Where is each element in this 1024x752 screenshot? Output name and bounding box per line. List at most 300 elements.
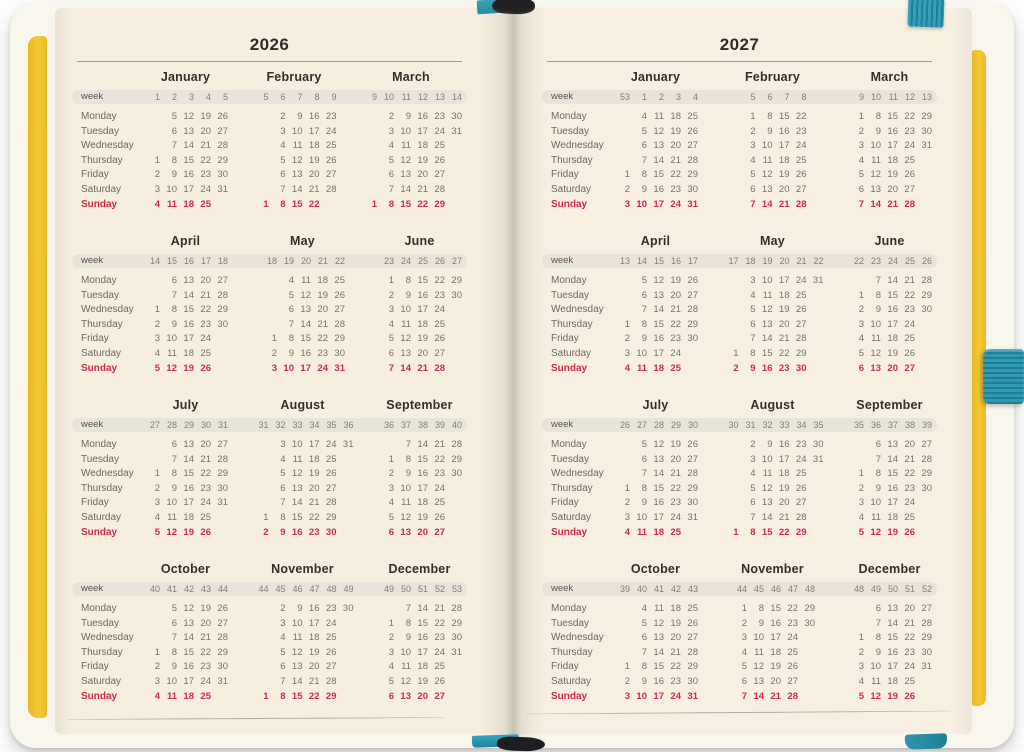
month-block	[377, 232, 462, 376]
date-cell: 28	[687, 304, 698, 316]
date-cell: 2	[858, 482, 864, 494]
date-cell: 21	[904, 275, 915, 286]
date-cell: 16	[653, 675, 664, 687]
month-grid	[722, 254, 824, 376]
date-cell: 5	[641, 125, 647, 137]
quarter	[547, 232, 932, 376]
date-cell: 8	[875, 289, 881, 301]
date-cell	[143, 139, 160, 154]
day-label: Thursday	[81, 318, 123, 330]
date-cell: 17	[778, 140, 790, 152]
day-row	[613, 139, 698, 154]
month-title: March	[870, 70, 909, 84]
date-cell: 4	[388, 497, 394, 509]
date-cell: 30	[451, 632, 462, 644]
date-cell: 26	[217, 603, 228, 614]
month-title: November	[741, 562, 804, 576]
week-number: 2	[658, 92, 664, 102]
date-cell: 22	[434, 275, 445, 286]
date-cell	[847, 617, 864, 632]
day-row	[613, 110, 698, 125]
date-cell	[915, 168, 932, 183]
date-cell: 13	[761, 497, 773, 509]
date-cell: 11	[654, 111, 664, 122]
date-cell: 10	[291, 439, 303, 450]
week-number: 13	[434, 92, 445, 102]
day-row	[739, 198, 807, 213]
month-title: November	[271, 562, 334, 576]
day-label: Saturday	[551, 183, 592, 195]
date-cell: 5	[750, 169, 756, 181]
month-grid	[613, 418, 698, 540]
date-cell: 19	[200, 603, 211, 614]
date-cell: 23	[778, 362, 790, 374]
week-number: 15	[653, 256, 664, 266]
day-row	[613, 168, 698, 183]
date-cell: 10	[166, 183, 177, 195]
day-row	[143, 453, 228, 468]
date-cell: 21	[887, 198, 898, 210]
date-cell	[337, 453, 354, 468]
day-label: Tuesday	[551, 289, 589, 301]
week-number-row	[847, 418, 932, 432]
date-cell	[445, 318, 462, 333]
date-cell: 14	[887, 275, 898, 286]
date-cell: 21	[417, 183, 428, 195]
date-cell: 3	[280, 125, 286, 137]
date-cell: 19	[417, 154, 428, 166]
week-number: 25	[904, 256, 915, 266]
date-cell: 7	[641, 304, 647, 316]
date-cell: 31	[812, 275, 824, 286]
day-row	[260, 332, 345, 347]
date-cell: 26	[217, 111, 228, 122]
date-cell: 25	[200, 690, 211, 702]
date-cell: 13	[653, 453, 664, 465]
date-cell: 29	[217, 468, 228, 480]
date-cell: 19	[317, 289, 328, 301]
date-cell: 8	[405, 275, 411, 286]
date-cell	[143, 438, 160, 453]
date-cell	[337, 690, 354, 705]
month-title: August	[280, 398, 325, 412]
date-cell: 3	[388, 125, 394, 137]
day-row	[613, 125, 698, 140]
date-cell: 3	[154, 497, 160, 509]
date-cell: 14	[300, 318, 311, 330]
week-number: 21	[796, 256, 807, 266]
date-cell: 18	[183, 690, 194, 702]
date-cell: 12	[870, 526, 881, 538]
day-row	[847, 438, 932, 453]
day-row	[377, 511, 462, 526]
date-cell: 10	[761, 275, 773, 286]
date-cell: 2	[733, 362, 739, 374]
day-row	[739, 183, 807, 198]
date-cell	[915, 511, 932, 526]
date-cell: 21	[200, 453, 211, 465]
date-cell: 29	[921, 632, 932, 644]
date-cell: 22	[200, 154, 211, 166]
date-cell: 29	[921, 111, 932, 122]
week-number: 6	[767, 92, 773, 102]
day-label: Saturday	[551, 675, 592, 687]
week-number: 14	[149, 256, 160, 266]
day-row	[377, 602, 462, 617]
day-row	[722, 289, 824, 304]
date-cell: 1	[733, 526, 739, 538]
date-cell: 3	[858, 140, 864, 152]
day-row	[360, 110, 462, 125]
date-cell: 27	[334, 304, 345, 316]
week-number: 10	[870, 92, 881, 102]
date-cell	[377, 438, 394, 453]
date-cell	[445, 526, 462, 541]
date-cell: 24	[200, 497, 211, 509]
week-number: 18	[745, 256, 756, 266]
date-cell: 25	[334, 275, 345, 286]
day-row	[360, 139, 462, 154]
date-cell: 15	[417, 617, 428, 629]
month-block	[143, 68, 228, 212]
date-cell: 22	[417, 198, 428, 210]
day-row	[847, 496, 932, 511]
date-cell: 15	[417, 453, 428, 465]
date-cell: 12	[753, 661, 764, 673]
day-row	[252, 675, 354, 690]
date-cell: 4	[288, 275, 294, 286]
date-cell: 29	[217, 304, 228, 316]
date-cell	[613, 617, 630, 632]
date-cell: 27	[217, 125, 228, 137]
date-cell: 25	[787, 646, 798, 658]
date-cell: 16	[761, 362, 773, 374]
day-row	[143, 274, 228, 289]
quarter-grid	[547, 68, 932, 212]
week-number: 46	[292, 584, 303, 594]
date-cell: 13	[870, 362, 881, 374]
day-row	[360, 198, 462, 213]
month-title: June	[874, 234, 905, 248]
day-row	[377, 675, 462, 690]
week-number-row	[613, 90, 698, 104]
day-label: Friday	[81, 661, 109, 673]
day-row	[377, 347, 462, 362]
date-cell	[613, 289, 630, 304]
date-cell: 30	[687, 333, 698, 345]
date-cell: 12	[166, 362, 177, 374]
date-cell	[613, 303, 630, 318]
date-cell: 27	[795, 497, 807, 509]
week-number: 46	[770, 584, 781, 594]
day-row	[722, 496, 824, 511]
day-row	[377, 362, 462, 377]
day-row	[613, 496, 698, 511]
day-row	[252, 602, 354, 617]
date-cell: 9	[875, 125, 881, 137]
date-cell: 18	[887, 675, 898, 687]
date-cell: 22	[670, 169, 681, 181]
date-cell: 19	[770, 661, 781, 673]
date-cell: 20	[670, 289, 681, 301]
date-cell: 23	[795, 125, 807, 137]
date-cell	[252, 675, 269, 690]
date-cell: 30	[921, 125, 932, 137]
date-cell: 11	[871, 675, 881, 687]
date-cell: 27	[795, 318, 807, 330]
day-label: Tuesday	[551, 453, 589, 465]
day-label: Monday	[81, 603, 117, 614]
date-cell: 25	[904, 675, 915, 687]
date-cell: 4	[280, 453, 286, 465]
day-row	[613, 438, 698, 453]
date-cell: 12	[870, 347, 881, 359]
day-label: Wednesday	[551, 468, 604, 480]
date-cell: 30	[921, 646, 932, 658]
date-cell: 26	[687, 617, 698, 629]
date-cell: 7	[280, 183, 286, 195]
month-title: May	[290, 234, 315, 248]
date-cell: 31	[451, 125, 462, 137]
date-cell: 22	[778, 526, 790, 538]
date-cell	[613, 646, 630, 661]
date-cell: 20	[904, 439, 915, 450]
week-label: week	[81, 419, 104, 430]
day-row	[722, 438, 824, 453]
date-cell	[252, 602, 269, 617]
date-cell: 30	[217, 169, 228, 181]
week-number: 12	[904, 92, 915, 102]
day-label: Tuesday	[551, 617, 589, 629]
date-cell: 15	[400, 198, 411, 210]
date-cell: 21	[670, 468, 681, 480]
date-cell: 7	[875, 617, 881, 629]
date-cell	[847, 602, 864, 617]
date-cell: 13	[183, 125, 194, 137]
date-cell: 30	[451, 289, 462, 301]
date-cell: 27	[434, 169, 445, 181]
date-cell: 5	[750, 304, 756, 316]
date-cell: 14	[417, 439, 428, 450]
week-number: 9	[331, 92, 337, 102]
month-title: July	[172, 398, 199, 412]
date-cell: 13	[291, 661, 303, 673]
day-row	[252, 453, 354, 468]
date-cell: 15	[653, 318, 664, 330]
date-cell: 11	[166, 198, 177, 210]
date-cell: 11	[292, 140, 303, 152]
month-title: May	[760, 234, 785, 248]
date-cell: 24	[670, 347, 681, 359]
date-cell	[445, 511, 462, 526]
date-cell: 1	[388, 617, 394, 629]
date-cell: 7	[171, 632, 177, 644]
date-cell: 24	[670, 198, 681, 210]
date-cell: 26	[787, 661, 798, 673]
date-cell: 10	[291, 125, 303, 137]
date-cell: 21	[778, 511, 790, 523]
date-cell: 26	[325, 468, 337, 480]
date-cell: 5	[388, 154, 394, 166]
day-row	[847, 318, 932, 333]
date-cell: 11	[401, 661, 411, 673]
date-cell: 9	[297, 603, 303, 614]
day-row	[143, 303, 228, 318]
date-cell: 19	[887, 526, 898, 538]
day-label: Wednesday	[551, 140, 604, 152]
date-cell: 16	[308, 603, 320, 614]
date-cell: 8	[641, 169, 647, 181]
date-cell: 9	[405, 289, 411, 301]
date-cell: 10	[636, 511, 647, 523]
date-cell: 21	[308, 183, 320, 195]
date-cell: 12	[653, 439, 664, 450]
day-row	[613, 482, 698, 497]
date-cell: 1	[271, 333, 277, 345]
date-cell: 11	[167, 511, 177, 523]
date-cell: 25	[434, 661, 445, 673]
week-number: 48	[326, 584, 337, 594]
date-cell: 10	[870, 140, 881, 152]
day-label: Tuesday	[81, 125, 119, 137]
date-cell: 29	[921, 468, 932, 480]
date-cell: 19	[778, 169, 790, 181]
date-cell	[722, 467, 739, 482]
week-number: 5	[263, 92, 269, 102]
date-cell: 7	[171, 140, 177, 152]
date-cell: 29	[434, 198, 445, 210]
row-labels	[547, 560, 613, 704]
month-block	[252, 560, 354, 704]
date-cell: 3	[154, 675, 160, 687]
date-cell	[613, 453, 630, 468]
date-cell: 19	[778, 482, 790, 494]
week-number: 35	[853, 420, 864, 430]
quarter-grid	[77, 232, 462, 376]
week-number: 23	[870, 256, 881, 266]
week-number: 35	[326, 420, 337, 430]
date-cell: 15	[653, 661, 664, 673]
date-cell: 15	[653, 169, 664, 181]
date-cell: 23	[434, 468, 445, 480]
day-row	[847, 347, 932, 362]
date-cell	[252, 660, 269, 675]
date-cell: 23	[200, 318, 211, 330]
date-cell: 1	[858, 111, 864, 122]
date-cell: 28	[325, 497, 337, 509]
date-cell: 14	[417, 603, 428, 614]
date-cell	[915, 318, 932, 333]
day-row	[143, 646, 228, 661]
date-cell: 10	[870, 497, 881, 509]
date-cell: 30	[217, 661, 228, 673]
date-cell: 11	[636, 362, 647, 374]
week-number: 15	[166, 256, 177, 266]
months-row	[143, 232, 462, 376]
date-cell: 2	[154, 482, 160, 494]
date-cell	[252, 631, 269, 646]
day-label: Saturday	[81, 511, 122, 523]
week-number-row	[143, 582, 228, 596]
quarter-grid	[547, 560, 932, 704]
date-cell: 2	[280, 603, 286, 614]
date-cell: 27	[687, 289, 698, 301]
date-cell: 18	[653, 362, 664, 374]
row-labels	[77, 560, 143, 704]
date-cell: 29	[921, 289, 932, 301]
day-row	[730, 675, 815, 690]
date-cell: 16	[417, 468, 428, 480]
date-cell: 3	[858, 318, 864, 330]
month-block	[143, 560, 228, 704]
month-grid	[739, 90, 807, 212]
date-cell: 13	[653, 289, 664, 301]
date-cell: 30	[921, 482, 932, 494]
week-number-row	[847, 254, 932, 268]
date-cell	[143, 125, 160, 140]
date-cell: 7	[741, 690, 747, 702]
date-cell: 10	[761, 140, 773, 152]
date-cell: 19	[183, 526, 194, 538]
date-cell: 6	[388, 347, 394, 359]
week-number: 29	[183, 420, 194, 430]
day-row	[730, 631, 815, 646]
date-cell: 28	[325, 183, 337, 195]
quarter	[77, 68, 462, 212]
date-cell	[360, 183, 377, 198]
date-cell: 28	[687, 646, 698, 658]
months-row	[613, 396, 932, 540]
date-cell: 27	[921, 439, 932, 450]
month-block	[722, 396, 824, 540]
date-cell: 31	[217, 675, 228, 687]
day-row	[847, 183, 932, 198]
date-cell: 14	[291, 183, 303, 195]
month-block	[722, 232, 824, 376]
date-cell: 10	[166, 675, 177, 687]
date-cell: 17	[183, 183, 194, 195]
day-row	[260, 303, 345, 318]
day-row	[143, 289, 228, 304]
date-cell: 17	[417, 646, 428, 658]
date-cell: 25	[325, 453, 337, 465]
date-cell: 3	[858, 661, 864, 673]
date-cell: 19	[308, 646, 320, 658]
day-label: Saturday	[81, 675, 122, 687]
date-cell: 4	[154, 511, 160, 523]
month-grid	[730, 582, 815, 704]
date-cell: 31	[217, 183, 228, 195]
year-title: 2026	[249, 35, 290, 54]
date-cell	[143, 602, 160, 617]
date-cell: 15	[770, 603, 781, 614]
date-cell: 18	[670, 603, 681, 614]
date-cell: 15	[887, 632, 898, 644]
day-row	[260, 274, 345, 289]
date-cell: 28	[921, 275, 932, 286]
date-cell	[798, 646, 815, 661]
month-title: March	[392, 70, 430, 84]
date-cell: 4	[750, 468, 756, 480]
week-number: 3	[675, 92, 681, 102]
date-cell: 16	[887, 482, 898, 494]
date-cell: 27	[217, 275, 228, 286]
date-cell	[252, 453, 269, 468]
date-cell: 6	[875, 603, 881, 614]
date-cell: 25	[904, 511, 915, 523]
date-cell: 14	[761, 198, 773, 210]
date-cell: 11	[762, 289, 773, 301]
